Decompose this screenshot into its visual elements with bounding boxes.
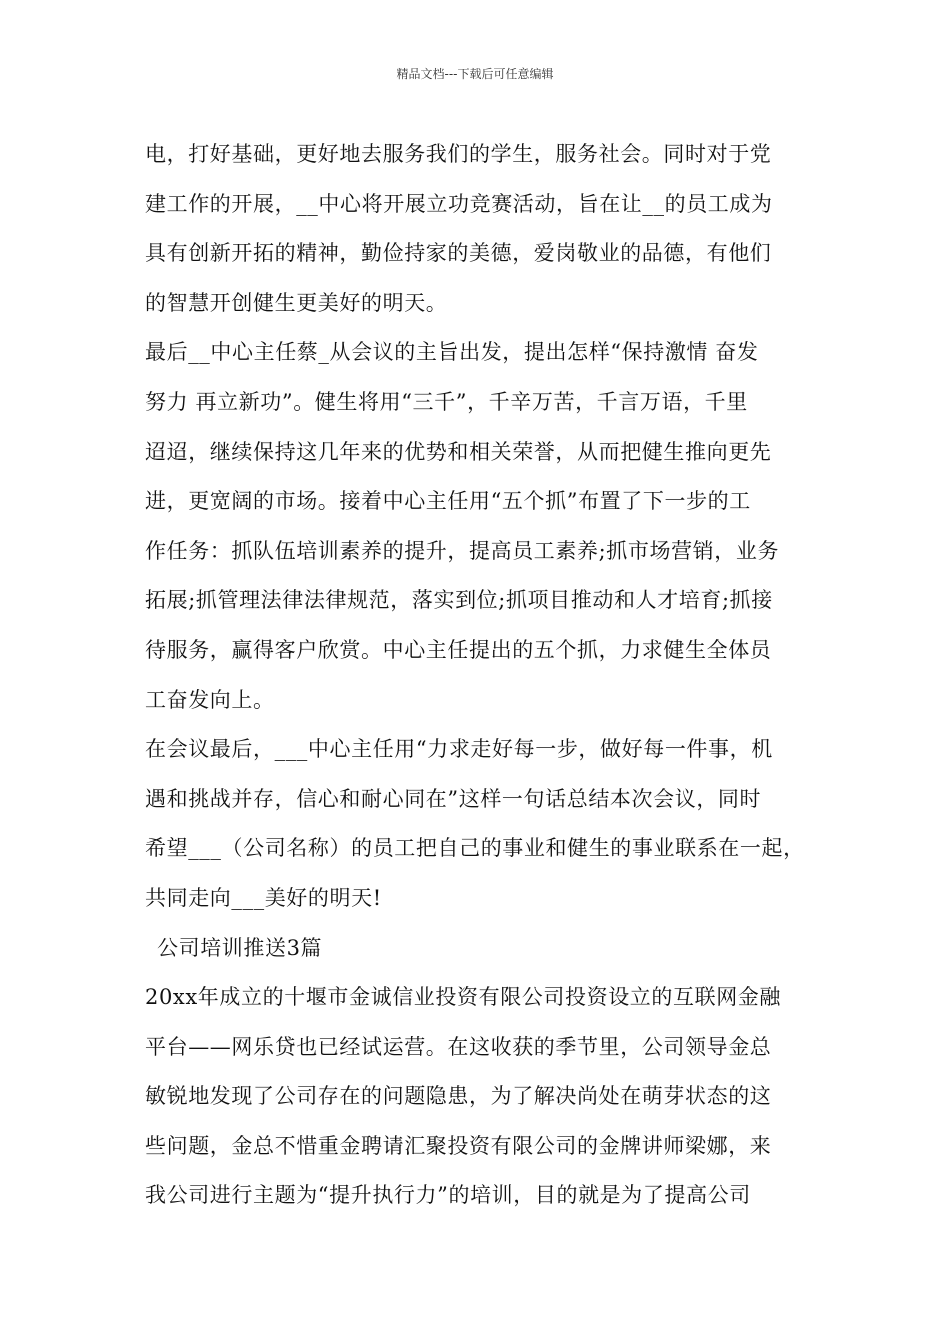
- text-line: 遇和挑战并存，信心和耐心同在”这样一句话总结本次会议，同时: [145, 786, 762, 811]
- text-line: 进，更宽阔的市场。接着中心主任用“五个抓”布置了下一步的工: [145, 489, 751, 514]
- text-line: 最后__中心主任蔡_从会议的主旨出发，提出怎样“保持激情 奋发: [145, 340, 759, 365]
- text-line: 待服务，赢得客户欣赏。中心主任提出的五个抓，力求健生全体员: [145, 637, 772, 662]
- section-heading: 公司培训推送3篇: [157, 935, 323, 960]
- text-line: 电，打好基础，更好地去服务我们的学生，服务社会。同时对于党: [145, 142, 772, 166]
- text-line: 些问题，金总不惜重金聘请汇聚投资有限公司的金牌讲师梁娜，来: [145, 1133, 772, 1158]
- text-line: 20xx年成立的十堰市金诚信业投资有限公司投资设立的互联网金融: [145, 985, 782, 1010]
- text-line: 在会议最后，___中心主任用“力求走好每一步，做好每一件事，机: [145, 737, 773, 762]
- text-line: 平台——网乐贷也已经试运营。在这收获的季节里，公司领导金总: [145, 1034, 772, 1059]
- text-line: 拓展;抓管理法律法律规范，落实到位;抓项目推动和人才培育;抓接: [145, 588, 773, 613]
- document-body: [145, 130, 815, 1221]
- text-line: 建工作的开展，__中心将开展立功竞赛活动，旨在让__的员工成为: [145, 191, 773, 216]
- text-line: 迢迢，继续保持这几年来的优势和相关荣誉，从而把健生推向更先: [145, 439, 772, 464]
- text-line: 共同走向___美好的明天!: [145, 885, 382, 910]
- text-line: 敏锐地发现了公司存在的问题隐患，为了解决尚处在萌芽状态的这: [145, 1084, 772, 1109]
- text-line: 具有创新开拓的精神，勤俭持家的美德，爱岗敬业的品德，有他们: [145, 241, 772, 266]
- text-line: 努力 再立新功”。健生将用“三千”，千辛万苦，千言万语，千里: [145, 389, 748, 414]
- text-line: 希望___（公司名称）的员工把自己的事业和健生的事业联系在一起，: [145, 836, 805, 861]
- text-line: 的智慧开创健生更美好的明天。: [145, 290, 448, 315]
- page-header: 精品文档---下载后可任意编辑: [396, 67, 554, 81]
- text-line: 作任务：抓队伍培训素养的提升，提高员工素养;抓市场营销，业务: [145, 538, 780, 563]
- text-line: 我公司进行主题为“提升执行力”的培训，目的就是为了提高公司: [145, 1183, 751, 1208]
- text-line: 工奋发向上。: [145, 687, 275, 712]
